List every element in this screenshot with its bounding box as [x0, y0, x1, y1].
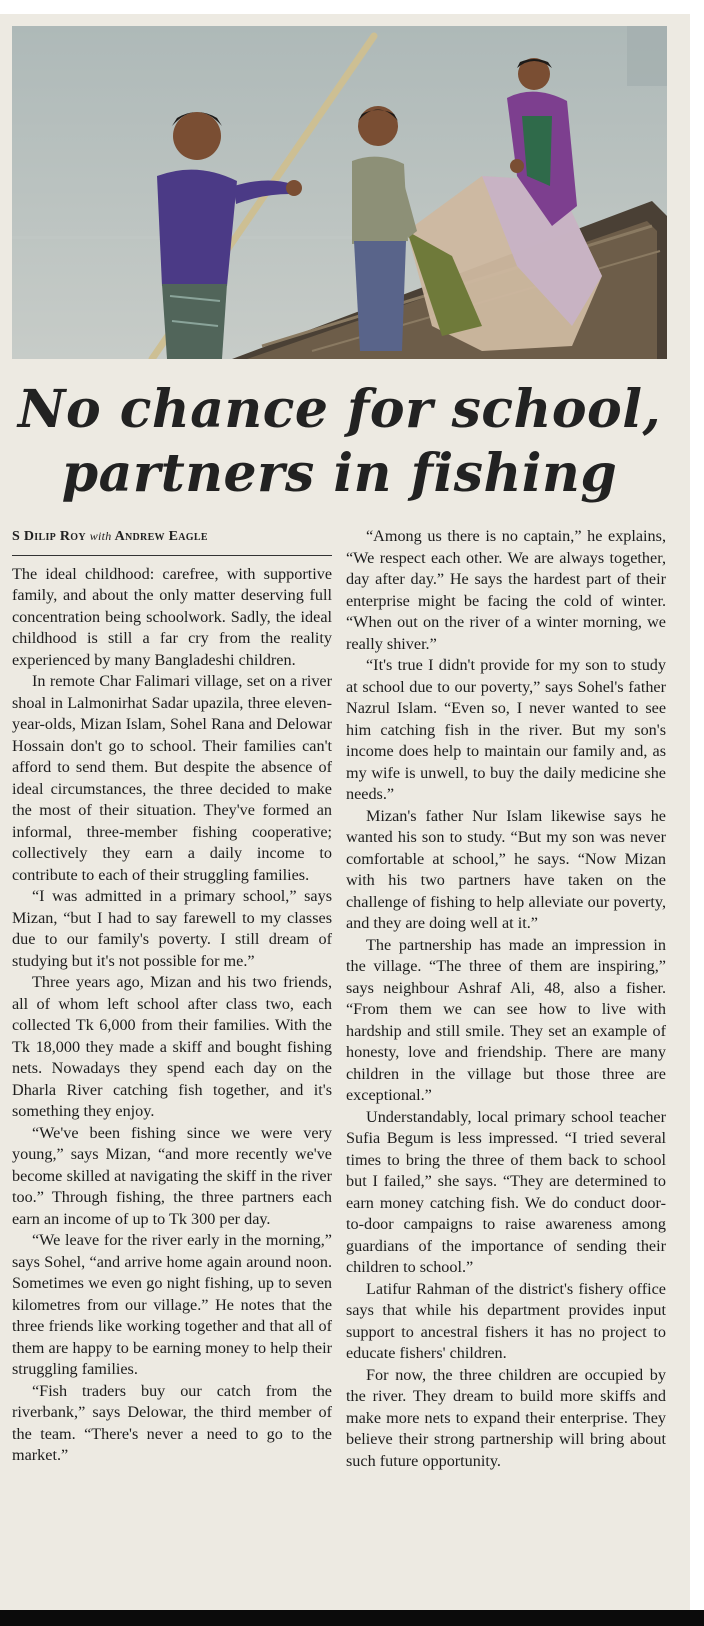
paragraph: “We've been fishing since we were very young,” says Mizan, “and more recently we've become skilled at navigating the skiff in the river too.” Through fishing, the three partners each earn an income of up to Tk 300 per day. — [12, 1123, 332, 1228]
paragraph: For now, the three children are occupied by the river. They dream to build more skiffs and make more nets to expand their enterprise. They believe their strong partnership will bring about such future opportunity. — [346, 1365, 666, 1470]
byline — [12, 526, 332, 556]
paragraph: In remote Char Falimari village, set on a river shoal in Lalmonirhat Sadar upazila, three eleven-year-olds, Mizan Islam, Sohel Rana and Delowar Hossain don't go to school. Their families can't afford to send them. But despite the absence of ideal circumstances, the three decided to make the most of their situation. They've formed an informal, three-member fishing cooperative; collectively they earn a daily income to contribute to each of their struggling families. — [12, 672, 332, 884]
headline-line-2: partners in fishing — [61, 443, 618, 504]
left-column — [12, 526, 332, 1467]
paragraph: “Fish traders buy our catch from the riverbank,” says Delowar, the third member of the team. “There's never a need to go to the market.” — [12, 1381, 332, 1464]
paragraph: Latifur Rahman of the district's fishery office says that while his department provides input support to ancestral fishers it has no project to educate fishers' children. — [346, 1279, 666, 1362]
paragraph: Understandably, local primary school teacher Sufia Begum is less impressed. “I tried several times to bring the three of them back to school but I failed,” she says. “They are determined to earn money catching fish. We do conduct door-to-door campaigns to raise awareness among guardians of the importance of sending their children to school.” — [346, 1107, 666, 1276]
byline-coauthor: Andrew Eagle — [114, 529, 208, 544]
headline-line-1: No chance for school, — [17, 379, 662, 440]
article-headline — [12, 378, 667, 506]
article-photo — [12, 26, 667, 359]
paragraph: Three years ago, Mizan and his two friends, all of whom left school after class two, each collected Tk 6,000 from their families. With the Tk 18,000 they made a skiff and bought fishing nets. Nowadays they spend each day on the Dharla River catching fish together, and it's something they enjoy. — [12, 973, 332, 1120]
paragraph: “I was admitted in a primary school,” says Mizan, “but I had to say farewell to my classes due to our family's poverty. I still dream of studying but it's not possible for me.” — [12, 887, 332, 970]
byline-author: S Dilip Roy — [12, 529, 86, 544]
boys-fishing-image — [12, 26, 667, 359]
paragraph: “We leave for the river early in the morning,” says Sohel, “and arrive home again around noon. Sometimes we even go night fishing, up to seven kilometres from our village.” He notes that the three friends like working together and that all of them are happy to be earning money to help their struggling families. — [12, 1231, 332, 1378]
paragraph: “Among us there is no captain,” he explains, “We respect each other. We are always together, day after day.” He says the hardest part of their enterprise might be facing the cold of winter. “When out on the river of a winter morning, we really shiver.” — [346, 527, 666, 653]
bottom-bar — [0, 1610, 704, 1626]
paragraph: Mizan's father Nur Islam likewise says he wanted his son to study. “But my son was never comfortable at school,” he says. “Now Mizan with his two partners have taken on the challenge of fishing to help alleviate our poverty, and they are doing well at it.” — [346, 806, 666, 932]
paragraph: “It's true I didn't provide for my son to study at school due to our poverty,” says Sohel's father Nazrul Islam. “Even so, I never wanted to see him catching fish in the river. But my son's income does help to maintain our family and, as my wife is unwell, to buy the daily medicine she needs.” — [346, 656, 666, 803]
byline-with: with — [89, 529, 112, 543]
right-column — [346, 526, 666, 1472]
paragraph: The ideal childhood: carefree, with supportive family, and about the only matter deserving full concentration being schoolwork. Sadly, the ideal childhood is still a far cry from the reality experienced by many Bangladeshi children. — [12, 564, 332, 669]
paragraph: The partnership has made an impression in the village. “The three of them are inspiring,” says neighbour Ashraf Ali, 48, also a fisher. “From them we can see how to live with hardship and still smile. They set an example of honesty, love and friendship. There are many children in the village but those three are exceptional.” — [346, 935, 666, 1104]
